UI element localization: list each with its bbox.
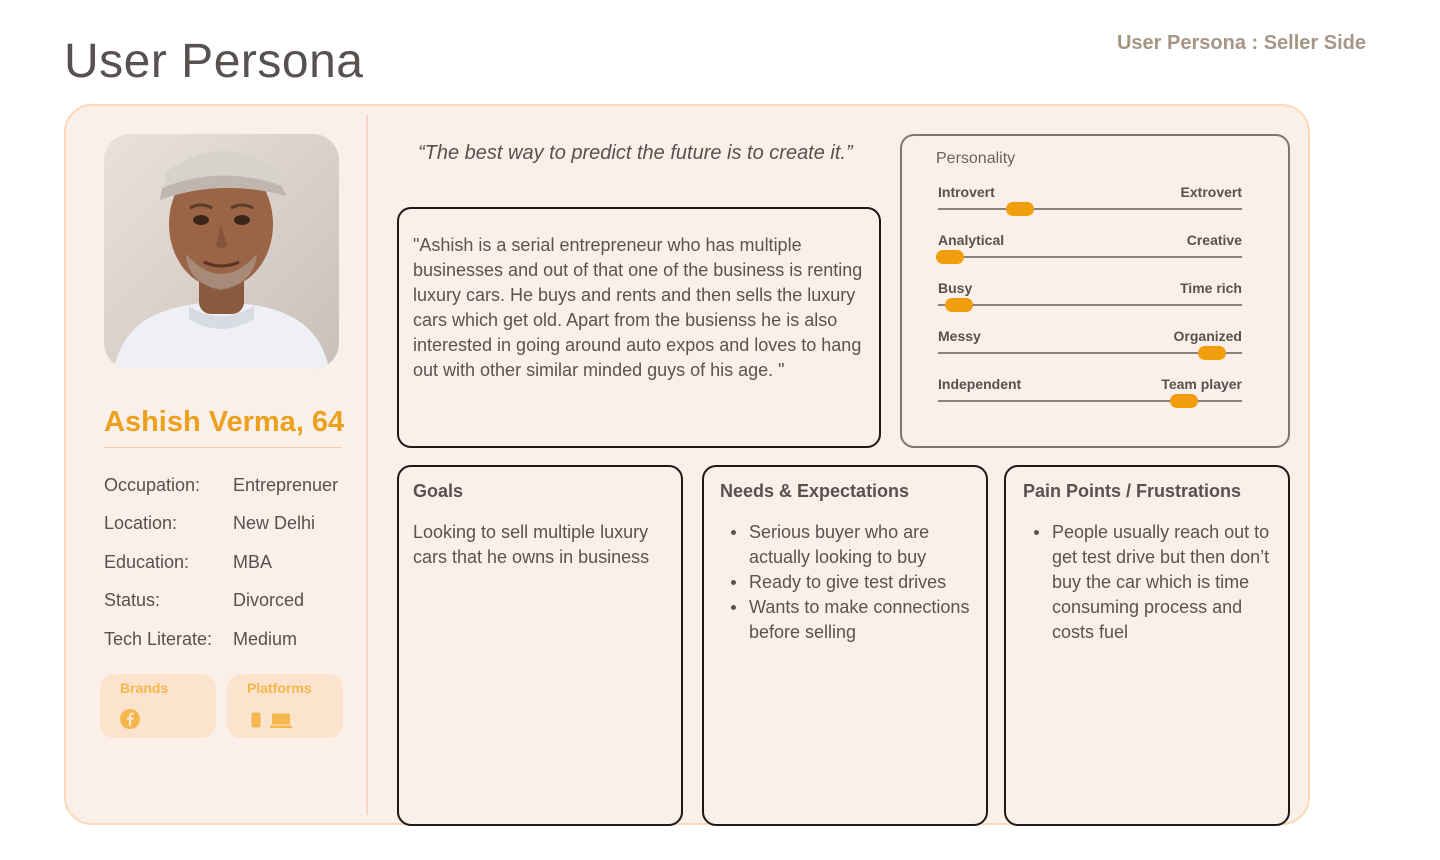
list-item: People usually reach out to get test drive but then don’t buy the car which is time consuming process and costs fuel bbox=[1023, 520, 1274, 645]
detail-value: New Delhi bbox=[233, 513, 316, 534]
goals-panel bbox=[397, 465, 683, 826]
laptop-icon bbox=[270, 713, 292, 728]
trait-busy-time-rich bbox=[938, 280, 1242, 320]
personality-panel bbox=[900, 134, 1290, 448]
brands-label: Brands bbox=[120, 680, 169, 696]
trait-right-label: Team player bbox=[1161, 376, 1242, 392]
platforms-label: Platforms bbox=[247, 680, 312, 696]
column-divider bbox=[366, 115, 368, 815]
goals-text: Looking to sell multiple luxury cars that he owns in business bbox=[413, 522, 650, 567]
list-item: Wants to make connections before selling bbox=[720, 595, 972, 645]
pain-points-list bbox=[1023, 520, 1274, 645]
detail-value: MBA bbox=[233, 551, 273, 572]
persona-bio: "Ashish is a serial entrepreneur who has multiple businesses and out of that one of the business is renting luxury cars. He buys and rents and then sells the luxury cars which get old. Apart from the busienss he is also interested in going around auto expos and loves to hang out with other similar minded guys of his age. " bbox=[397, 207, 881, 448]
persona-photo bbox=[104, 134, 339, 369]
pain-points-title: Pain Points / Frustrations bbox=[1023, 481, 1242, 501]
trait-left-label: Analytical bbox=[938, 232, 1005, 248]
page-title: User Persona bbox=[64, 35, 364, 88]
trait-slider-handle[interactable] bbox=[1006, 202, 1034, 216]
needs-list bbox=[720, 520, 972, 645]
persona-details bbox=[104, 466, 364, 659]
detail-row-status bbox=[104, 582, 364, 621]
detail-label: Status: bbox=[104, 590, 161, 611]
trait-slider-handle[interactable] bbox=[936, 250, 964, 264]
detail-value: Divorced bbox=[233, 590, 305, 611]
brand-icons bbox=[119, 708, 141, 730]
trait-track bbox=[938, 304, 1242, 306]
detail-value: Entreprenuer bbox=[233, 474, 339, 495]
mobile-phone-icon bbox=[251, 712, 261, 728]
persona-name: Ashish Verma, 64 bbox=[104, 406, 342, 448]
detail-row-education bbox=[104, 543, 364, 582]
trait-left-label: Messy bbox=[938, 328, 981, 344]
trait-right-label: Time rich bbox=[1180, 280, 1242, 296]
facebook-icon bbox=[119, 708, 141, 730]
trait-introvert-extrovert bbox=[938, 184, 1242, 224]
needs-title: Needs & Expectations bbox=[720, 481, 910, 501]
trait-right-label: Organized bbox=[1173, 328, 1242, 344]
detail-label: Occupation: bbox=[104, 474, 201, 495]
detail-row-occupation bbox=[104, 466, 364, 505]
brands-chip bbox=[100, 674, 216, 738]
trait-track bbox=[938, 352, 1242, 354]
trait-slider-handle[interactable] bbox=[1198, 346, 1226, 360]
trait-analytical-creative bbox=[938, 232, 1242, 272]
detail-label: Location: bbox=[104, 513, 178, 534]
persona-photo-image bbox=[104, 134, 339, 369]
pain-points-panel bbox=[1004, 465, 1290, 826]
platforms-chip bbox=[227, 674, 343, 738]
platform-icons bbox=[251, 712, 292, 728]
needs-panel bbox=[702, 465, 988, 826]
persona-quote: “The best way to predict the future is to create it.” bbox=[418, 142, 853, 164]
trait-right-label: Extrovert bbox=[1180, 184, 1242, 200]
trait-messy-organized bbox=[938, 328, 1242, 368]
trait-right-label: Creative bbox=[1186, 232, 1242, 248]
detail-label: Education: bbox=[104, 551, 190, 572]
trait-left-label: Independent bbox=[938, 376, 1022, 392]
list-item: Ready to give test drives bbox=[720, 570, 972, 595]
detail-value: Medium bbox=[233, 628, 298, 649]
goals-title: Goals bbox=[413, 481, 464, 501]
trait-slider-handle[interactable] bbox=[945, 298, 973, 312]
trait-slider-handle[interactable] bbox=[1170, 394, 1198, 408]
detail-label: Tech Literate: bbox=[104, 628, 213, 649]
list-item: Serious buyer who are actually looking to buy bbox=[720, 520, 972, 570]
personality-title: Personality bbox=[936, 150, 1016, 167]
detail-row-tech-literate bbox=[104, 620, 364, 659]
detail-row-location bbox=[104, 505, 364, 544]
trait-left-label: Busy bbox=[938, 280, 973, 296]
trait-independent-team-player bbox=[938, 376, 1242, 416]
page-subtitle: User Persona : Seller Side bbox=[1116, 32, 1366, 54]
trait-track bbox=[938, 208, 1242, 210]
trait-left-label: Introvert bbox=[938, 184, 995, 200]
trait-track bbox=[938, 256, 1242, 258]
